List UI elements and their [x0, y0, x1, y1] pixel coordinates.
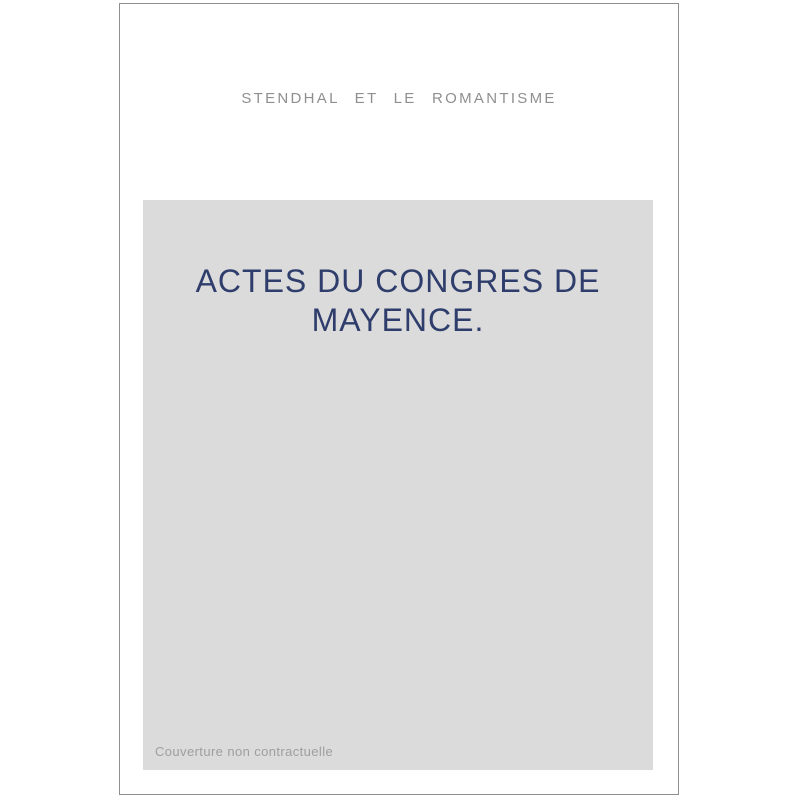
series-title: STENDHAL ET LE ROMANTISME [241, 90, 557, 107]
cover-disclaimer: Couverture non contractuelle [155, 744, 334, 759]
book-title: ACTES DU CONGRES DE MAYENCE. [195, 263, 601, 338]
cover-placeholder [143, 200, 653, 770]
book-cover [119, 3, 679, 795]
